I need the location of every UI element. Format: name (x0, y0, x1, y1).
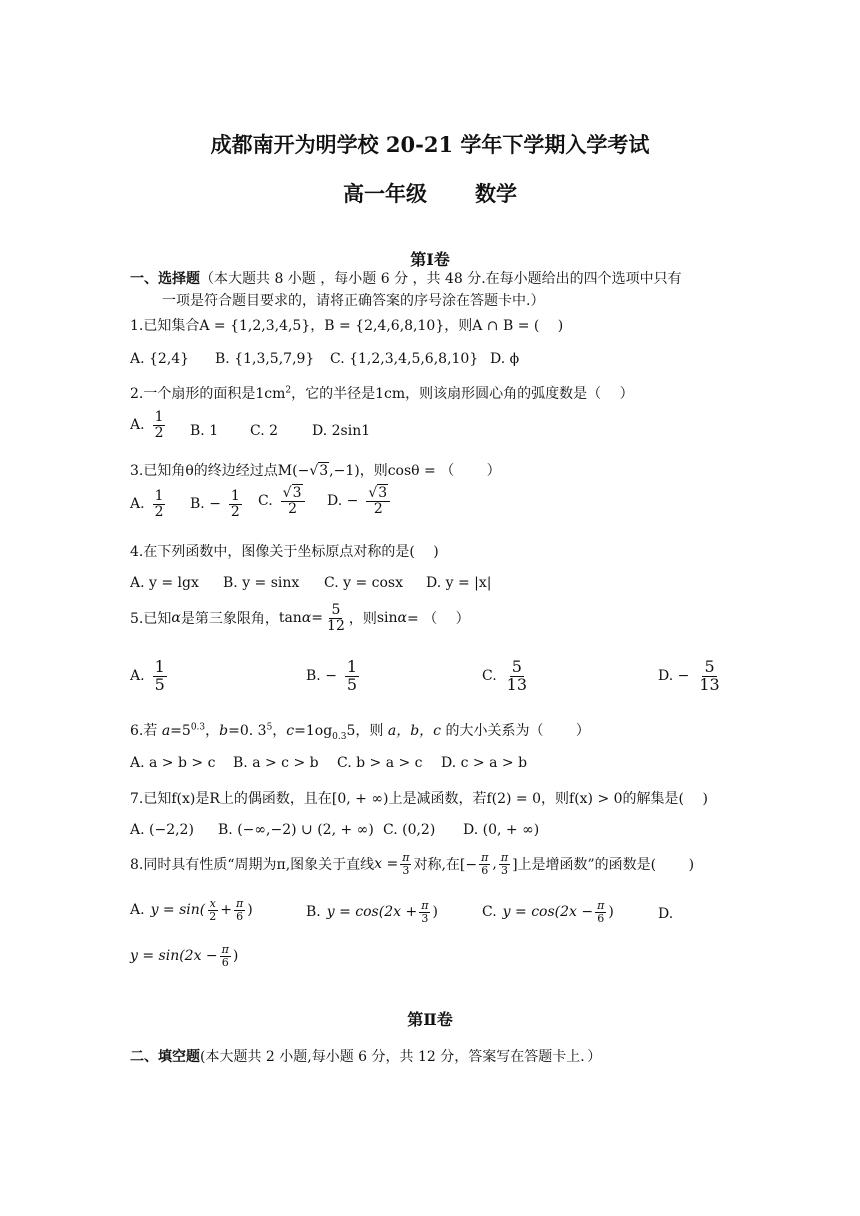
q8-option-d (130, 944, 238, 968)
q8-d-text: y = sin(2x − (130, 948, 218, 965)
q3-option-d (327, 486, 392, 516)
q5-stem-c: ，则 (348, 611, 377, 628)
q5-a-label: A. (130, 668, 145, 685)
grade-label: 高一年级 (343, 181, 427, 206)
q8-a-x: x (209, 897, 216, 910)
q3-b-label: B. − (190, 496, 221, 513)
q5-alpha: α (171, 610, 181, 627)
q3-c-fraction (281, 486, 305, 516)
q5-stem-d: = （ ） (407, 611, 470, 628)
q6-b-eq: =0. 3 (228, 723, 267, 739)
q5-stem-a: 5.已知 (130, 611, 172, 628)
q3-d-label: D. − (327, 493, 359, 510)
q6-option-c: C. b > a > c (337, 755, 423, 771)
q5-c-label: C. (482, 668, 497, 685)
q6-b-sup: 5 (266, 722, 273, 733)
q3-option-c (258, 486, 307, 516)
q8-b-pi: π (421, 899, 429, 912)
q3-a-label: A. (130, 496, 145, 513)
q7-option-b: B. (−∞,−2) ∪ (2, + ∞) (218, 822, 374, 838)
part2-label: 第Ⅱ卷 (407, 1010, 453, 1029)
q8-c-text: y = cos(2x − (502, 904, 594, 921)
q8-stem-a: 8.同时具有性质“周期为π,图象关于直线 (130, 857, 375, 874)
subject-label: 数学 (475, 181, 517, 206)
q5-a-num: 1 (154, 657, 165, 676)
q8-pi-3: π (500, 851, 509, 864)
q3-option-a (130, 489, 167, 519)
q3-b-den: 2 (230, 503, 240, 520)
q7-option-c: C. (0,2) (383, 822, 436, 838)
q8-stem-c: ]上是增函数”的函数是( ) (512, 857, 695, 874)
q2-option-b: B. 1 (190, 423, 219, 439)
q6-stem (130, 720, 590, 742)
q2-a-label: A. (130, 417, 145, 434)
q8-three-b: 3 (500, 863, 508, 877)
q3-a-num: 1 (154, 488, 164, 504)
q5-d-num: 5 (704, 657, 715, 676)
q8-b-3: 3 (421, 911, 429, 925)
q3-b-fraction (229, 489, 242, 519)
section1-heading (130, 268, 682, 288)
q8-option-d-label: D. (658, 906, 674, 922)
q3-b-num: 1 (230, 488, 240, 504)
q5-c-fraction (505, 659, 529, 694)
q8-pi-over-3 (400, 852, 411, 876)
q8-pi-over-6 (479, 852, 490, 876)
part1-label: 第Ⅰ卷 (410, 250, 450, 269)
q4-stem: 4.在下列函数中，图像关于坐标原点对称的是( ) (130, 544, 439, 560)
q8-d-close: ) (232, 948, 239, 965)
q5-option-d (658, 659, 724, 694)
q5-b-label: B. − (306, 668, 337, 685)
q4-option-b: B. y = sinx (223, 575, 300, 591)
q6-a-eq: =5 (170, 723, 191, 739)
section2-title: 二、填空题 (130, 1049, 200, 1065)
q6-c: c (286, 723, 295, 739)
q1-option-a: A. {2,4} (130, 351, 190, 367)
q7-option-a: A. (−2,2) (130, 822, 194, 838)
q3-option-b (190, 489, 244, 519)
q6-a-sup: 0.3 (190, 722, 206, 733)
q5-t-den: 12 (327, 617, 345, 634)
section1-desc-1: （本大题共 8 小题 ，每小题 6 分 ，共 48 分.在每小题给出的四个选项中只有 (200, 271, 682, 287)
q8-a-plus: + (220, 902, 232, 919)
q1-option-d: D. ϕ (490, 351, 520, 367)
q5-tan: tan (278, 610, 302, 627)
q8-stem-b: 对称,在[− (413, 857, 478, 874)
q2-a-fraction (153, 410, 166, 440)
q5-b-fraction (345, 659, 359, 694)
q7-option-d: D. (0, + ∞) (463, 822, 540, 838)
q8-pi: π (402, 851, 410, 864)
q8-six: 6 (481, 863, 489, 877)
q5-option-a (130, 659, 169, 694)
q6-c-sep: ， (272, 723, 287, 739)
q8-option-c (482, 900, 614, 924)
q8-a-text: y = sin( (150, 902, 206, 919)
q4-option-d: D. y = |x| (426, 575, 492, 591)
q3-c-num: √3 (281, 486, 305, 502)
q5-t-num: 5 (331, 602, 341, 618)
q8-b-close: ) (432, 904, 438, 921)
q5-d-label: D. − (658, 668, 690, 685)
q5-option-b (306, 659, 361, 694)
q5-option-c (482, 659, 531, 694)
q5-stem-b: 是第三象限角， (180, 611, 279, 628)
q6-stem-b: 的大小关系为（ ） (441, 723, 590, 739)
section1-desc-2: 一项是符合题目要求的，请将正确答案的序号涂在答题卡中.） (162, 293, 545, 309)
q3-c-label: C. (258, 493, 273, 510)
q8-c-6: 6 (597, 911, 605, 925)
q8-a-frac-1 (207, 898, 218, 922)
q2-stem (130, 383, 634, 403)
q5-a-den: 5 (154, 674, 165, 694)
q6-c-eq: =1og (294, 723, 333, 739)
q4-option-a: A. y = lgx (130, 575, 199, 591)
q2-option-c: C. 2 (250, 423, 279, 439)
q5-a-fraction (153, 659, 167, 694)
q8-a-frac-2 (234, 898, 245, 922)
q2-a-den: 2 (154, 424, 164, 441)
q8-d-frac (220, 944, 231, 968)
section2-desc: (本大题共 2 小题,每小题 6 分，共 12 分，答案写在答题卡上．） (200, 1049, 602, 1065)
q5-c-num: 5 (511, 657, 522, 676)
q8-a-label: A. (130, 902, 145, 919)
q2-a-num: 1 (154, 409, 164, 425)
q8-pi-2: π (481, 851, 489, 864)
q8-three: 3 (402, 863, 410, 877)
q8-d-6: 6 (221, 955, 229, 969)
q6-c-val: 5，则 (346, 723, 388, 739)
q8-c-label: C. (482, 904, 497, 921)
q6-b-sep: ， (205, 723, 220, 739)
q8-comma: , (492, 856, 497, 873)
q6-letters: a，b，c (387, 723, 442, 739)
q3-c-num-root: 3 (292, 485, 302, 501)
q5-alpha-3: α (397, 610, 408, 627)
q8-pi-over-3-b (499, 852, 510, 876)
q3-stem-root: 3 (319, 463, 329, 479)
q5-d-fraction (697, 659, 721, 694)
q5-tan-fraction (325, 603, 347, 633)
q8-a-2: 2 (209, 909, 217, 923)
q8-option-b (306, 900, 438, 924)
q3-c-den: 2 (288, 500, 298, 517)
q6-stem-a: 6.若 (130, 723, 162, 739)
q8-b-frac (419, 900, 430, 924)
q2-stem-a: 2.一个扇形的面积是1cm (130, 386, 286, 402)
q8-a-6: 6 (236, 909, 244, 923)
q8-b-label: B. (306, 904, 321, 921)
q5-eq: = (311, 610, 324, 627)
q6-b: b (219, 723, 229, 739)
q3-stem: 3.已知角θ的终边经过点M(−√3,−1)，则cosθ = （ ） (130, 463, 501, 479)
q3-d-num-root: 3 (378, 485, 388, 501)
q1-stem: 1.已知集合A = {1,2,3,4,5}，B = {2,4,6,8,10}，则A ∩ B = ( ) (130, 318, 564, 334)
q2-option-a (130, 410, 167, 440)
q8-a-close: ) (247, 902, 253, 919)
q8-c-close: ) (608, 904, 614, 921)
q1-option-b: B. {1,3,5,7,9} (215, 351, 315, 367)
q2-stem-b: ，它的半径是1cm，则该扇形圆心角的弧度数是（ ） (291, 386, 634, 402)
q6-c-sub: 0.3 (332, 731, 347, 742)
q3-a-den: 2 (154, 503, 164, 520)
q8-option-a (130, 898, 253, 922)
q2-stem-sup: 2 (285, 385, 292, 396)
q5-b-num: 1 (346, 657, 358, 676)
q5-c-den: 13 (506, 674, 528, 694)
q4-option-c: C. y = cosx (324, 575, 404, 591)
q6-option-a: A. a > b > c (130, 755, 216, 771)
q5-b-den: 5 (346, 674, 358, 694)
q8-d-pi: π (221, 943, 229, 956)
q8-stem (130, 852, 694, 876)
q3-stem-a: 3.已知角θ的终边经过点M(− (130, 463, 310, 479)
q5-stem (130, 603, 470, 633)
q7-stem: 7.已知f(x)是R上的偶函数，且在[0, + ∞)上是减函数，若f(2) = 0，则f(x) > 0的解集是( ) (130, 791, 708, 807)
q3-d-fraction (366, 486, 390, 516)
section2-heading (130, 1046, 601, 1066)
q6-a: a (161, 723, 171, 739)
exam-title: 成都南开为明学校 20-21 学年下学期入学考试 (210, 132, 650, 157)
section1-title: 一、选择题 (130, 271, 200, 287)
q5-d-den: 13 (699, 674, 720, 694)
q8-b-text: y = cos(2x + (326, 904, 418, 921)
q6-option-d: D. c > a > b (441, 755, 528, 771)
q1-option-c: C. {1,2,3,4,5,6,8,10} (330, 351, 479, 367)
q3-a-fraction (153, 489, 166, 519)
q6-option-b: B. a > c > b (233, 755, 319, 771)
q5-sin: sin (376, 610, 398, 627)
q8-x-eq: x = (374, 856, 399, 873)
q5-alpha-2: α (301, 610, 312, 627)
q8-c-pi: π (597, 899, 605, 912)
q8-a-pi: π (235, 897, 244, 910)
q3-d-den: 2 (373, 500, 383, 517)
q2-option-d: D. 2sin1 (312, 423, 371, 439)
exam-subtitle (0, 178, 860, 208)
q3-stem-b: ,−1)，则cosθ = （ ） (329, 463, 501, 479)
q3-d-num: √3 (366, 486, 390, 502)
q8-c-frac (595, 900, 606, 924)
